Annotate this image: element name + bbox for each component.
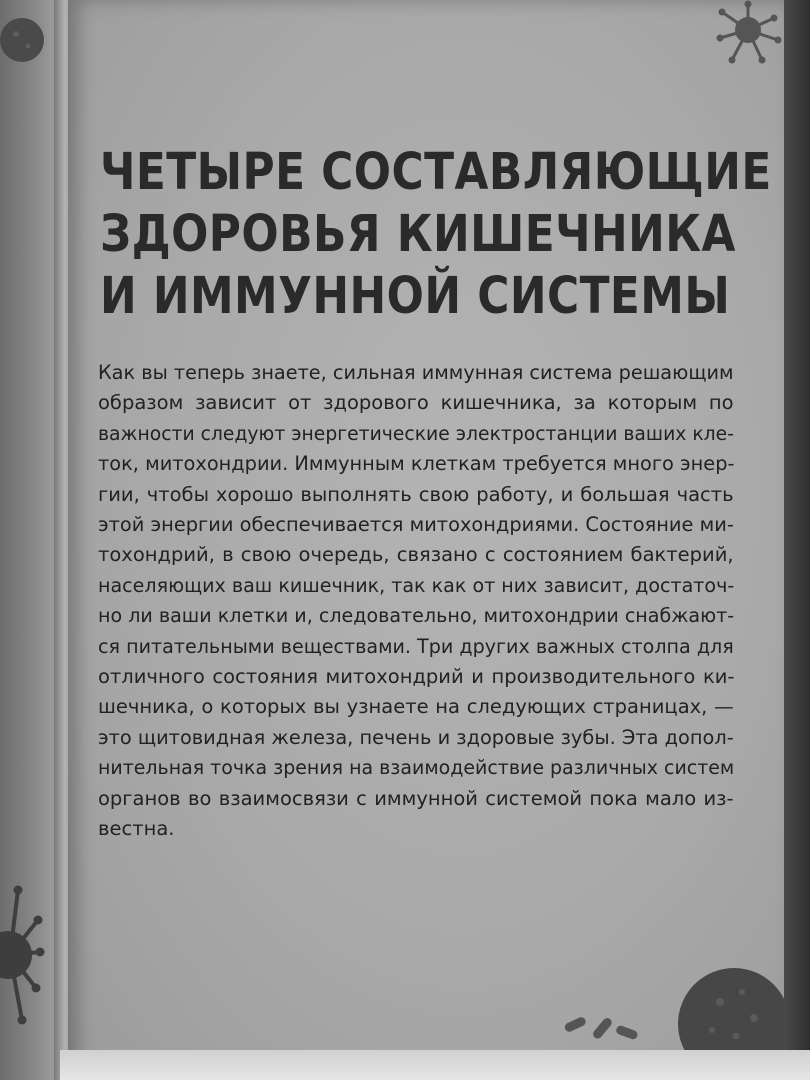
title-line: ЧЕТЫРЕ СОСТАВЛЯЮЩИЕ: [100, 143, 772, 202]
text-line: Как вы теперь знаете, сильная иммунная система решающим: [98, 361, 734, 384]
title-line: И ИММУННОЙ СИСТЕМЫ: [100, 267, 731, 326]
text-line: вестна.: [98, 817, 175, 841]
text-line: этой энергии обеспечивается митохондриями. Состояние ми-: [98, 513, 734, 537]
text-line: это щитовидная железа, печень и здоровые зубы. Эта допол-: [98, 725, 734, 749]
text-line: ся питательными веществами. Три других важных столпа для: [98, 634, 734, 658]
bacteria-icon: [560, 1010, 650, 1050]
virus-icon: [712, 0, 784, 68]
text-line: тохондрий, в свою очередь, связано с состоянием бактерий,: [98, 543, 734, 567]
text-line: отличного состояния митохондрий и производительного ки-: [98, 665, 735, 689]
text-line: но ли ваши клетки и, следовательно, митохондрии снабжают-: [98, 604, 735, 628]
text-line: важности следуют энергетические электростанции ваших кле-: [98, 421, 734, 445]
background-edge: [784, 0, 810, 1080]
text-line: ток, митохондрии. Иммунным клеткам требуется много энер-: [98, 452, 735, 476]
text-line: образом зависит от здорового кишечника, за которым по: [98, 391, 734, 415]
text-line: шечника, о которых вы узнаете на следующих страницах, —: [98, 695, 734, 719]
text-line: органов во взаимосвязи с иммунной системой пока мало из-: [98, 786, 734, 810]
virus-icon: [650, 962, 784, 1050]
text-line: гии, чтобы хорошо выполнять свою работу, и большая часть: [98, 482, 734, 506]
chapter-title: [100, 142, 772, 328]
title-line: ЗДОРОВЬЯ КИШЕЧНИКА: [100, 205, 736, 264]
virus-icon: [0, 10, 60, 80]
page-bottom-edge: [60, 1050, 810, 1080]
text-line: нительная точка зрения на взаимодействие различных систем: [98, 756, 735, 780]
body-paragraph: [98, 358, 734, 845]
text-line: населяющих ваш кишечник, так как от них зависит, достаточ-: [98, 573, 735, 597]
virus-icon: [0, 880, 45, 1030]
